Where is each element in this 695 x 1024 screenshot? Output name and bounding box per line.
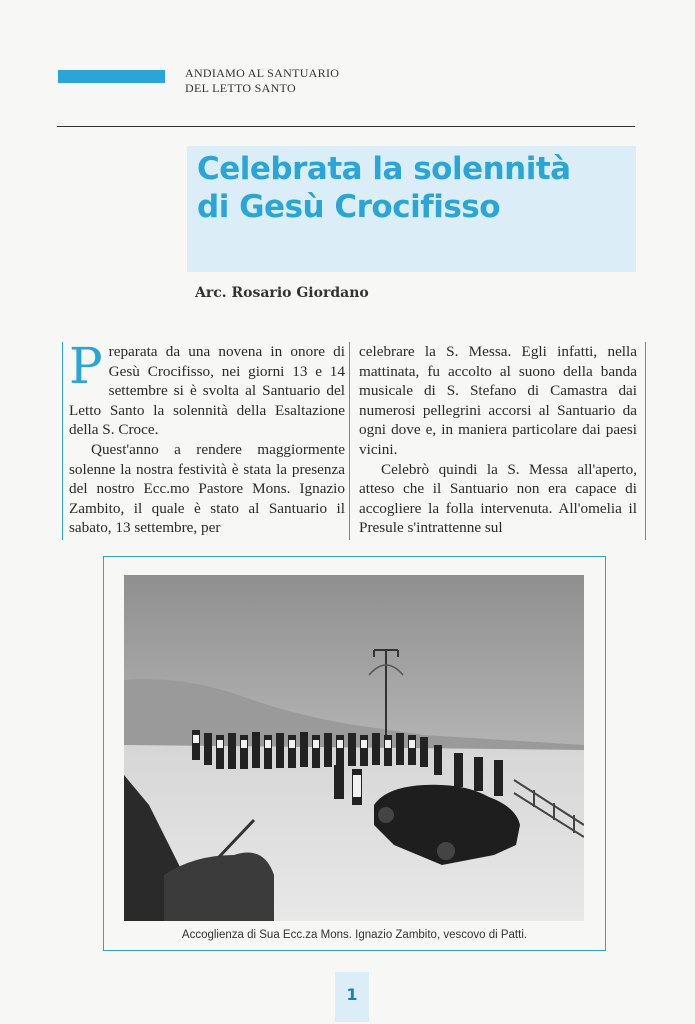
header-accent-bar xyxy=(58,70,165,83)
photo-caption: Accoglienza di Sua Ecc.za Mons. Ignazio Zambito, vescovo di Patti. xyxy=(181,929,528,941)
article-title xyxy=(197,150,571,226)
photo-illustration xyxy=(124,575,584,921)
article-photo xyxy=(124,575,584,921)
section-kicker xyxy=(185,66,445,96)
car-wheel-front xyxy=(378,807,394,823)
photo-frame xyxy=(103,556,606,951)
title-box xyxy=(187,146,636,272)
kicker-line-1: ANDIAMO AL SANTUARIO xyxy=(185,66,340,80)
text-column-right xyxy=(349,342,646,540)
paragraph-2: Quest'anno a rendere maggiormente solenne la nostra festività è stata la presenza del nostro Ecc.mo Pastore Mons. Ignazio Zambito, il quale è stato al Santuario il sabato, 13 settembre, per xyxy=(69,440,345,537)
header-divider xyxy=(57,126,635,127)
kicker-line-2: DEL LETTO SANTO xyxy=(185,81,296,95)
car-wheel-back xyxy=(437,842,455,860)
article-author: Arc. Rosario Giordano xyxy=(195,285,369,301)
paragraph-1-text: reparata da una novena in onore di Gesù Crocifisso, nei giorni 13 e 14 settembre si è svolta al Santuario del Letto Santo la solennità della Esaltazione della S. Croce. xyxy=(69,343,345,439)
paragraph-1 xyxy=(69,337,345,440)
title-line-1: Celebrata la solennità xyxy=(197,151,571,187)
paragraph-4: Celebrò quindi la S. Messa all'aperto, atteso che il Santuario non era capace di accogliere la folla intervenuta. All'omelia il Presule s'intrattenne sul xyxy=(359,460,637,537)
drop-cap: P xyxy=(69,337,103,395)
page-number: 1 xyxy=(335,972,369,1022)
title-line-2: di Gesù Crocifisso xyxy=(197,189,501,225)
paragraph-3: celebrare la S. Messa. Egli infatti, nella mattinata, fu accolto al suono della banda musicale di S. Stefano di Camastra dai numerosi pellegrini accorsi al Santuario da ogni dove e, in maniera particolare dai paesi vicini. xyxy=(359,343,637,458)
text-column-left xyxy=(62,337,345,540)
